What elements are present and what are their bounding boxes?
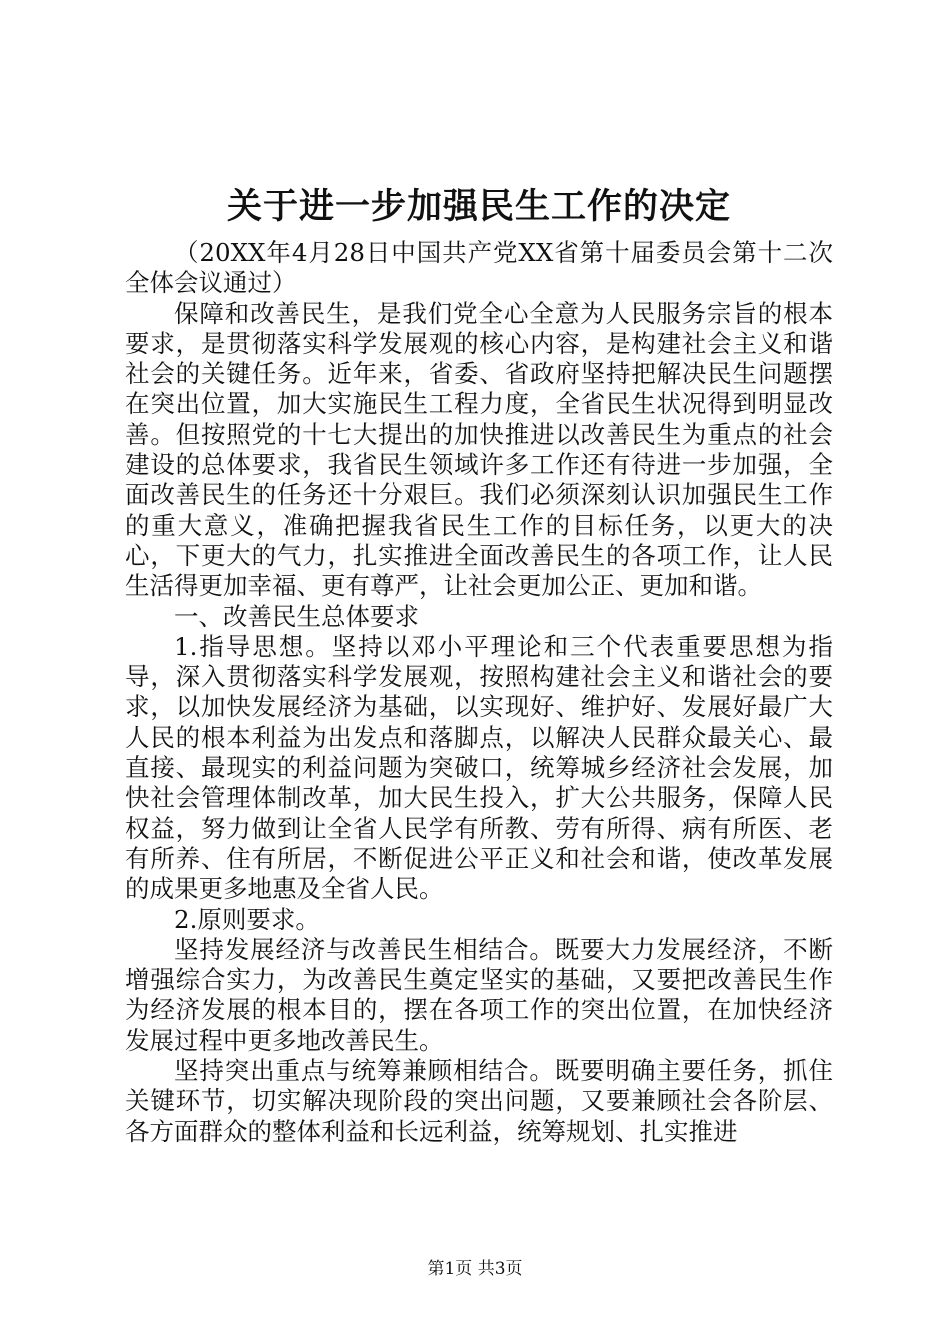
principle-paragraph-2: 坚持突出重点与统筹兼顾相结合。既要明确主要任务，抓住关键环节，切实解决现阶段的突出问题，又要兼顾社会各阶层、各方面群众的整体利益和长远利益，统筹规划、扎实推进 xyxy=(125,1056,833,1146)
intro-paragraph: 保障和改善民生，是我们党全心全意为人民服务宗旨的根本要求，是贯彻落实科学发展观的核心内容，是构建社会主义和谐社会的关键任务。近年来，省委、省政府坚持把解决民生问题摆在突出位置，加大实施民生工程力度，全省民生状况得到明显改善。但按照党的十七大提出的加快推进以改善民生为重点的社会建设的总体要求，我省民生领域许多工作还有待进一步加强，全面改善民生的任务还十分艰巨。我们必须深刻认识加强民生工作的重大意义，准确把握我省民生工作的目标任务，以更大的决心，下更大的气力，扎实推进全面改善民生的各项工作，让人民生活得更加幸福、更有尊严，让社会更加公正、更加和谐。 xyxy=(125,298,833,601)
subtitle-note: （20XX年4月28日中国共产党XX省第十届委员会第十二次全体会议通过） xyxy=(125,238,833,298)
page-number: 第1页 共3页 xyxy=(427,1259,523,1279)
principle-paragraph-1: 坚持发展经济与改善民生相结合。既要大力发展经济，不断增强综合实力，为改善民生奠定坚实的基础，又要把改善民生作为经济发展的根本目的，摆在各项工作的突出位置，在加快经济发展过程中更多地改善民生。 xyxy=(125,934,833,1055)
document-title: 关于进一步加强民生工作的决定 xyxy=(226,186,731,227)
guiding-ideology-paragraph: 1.指导思想。坚持以邓小平理论和三个代表重要思想为指导，深入贯彻落实科学发展观，按照构建社会主义和谐社会的要求，以加快发展经济为基础，以实现好、维护好、发展好最广大人民的根本利益为出发点和落脚点，以解决人民群众最关心、最直接、最现实的利益问题为突破口，统筹城乡经济社会发展，加快社会管理体制改革，加大民生投入，扩大公共服务，保障人民权益，努力做到让全省人民学有所教、劳有所得、病有所医、老有所养、住有所居，不断促进公平正义和社会和谐，使改革发展的成果更多地惠及全省人民。 xyxy=(125,631,833,904)
document-page xyxy=(125,182,833,1147)
principles-heading: 2.原则要求。 xyxy=(174,904,320,934)
section-heading: 一、改善民生总体要求 xyxy=(174,601,419,631)
